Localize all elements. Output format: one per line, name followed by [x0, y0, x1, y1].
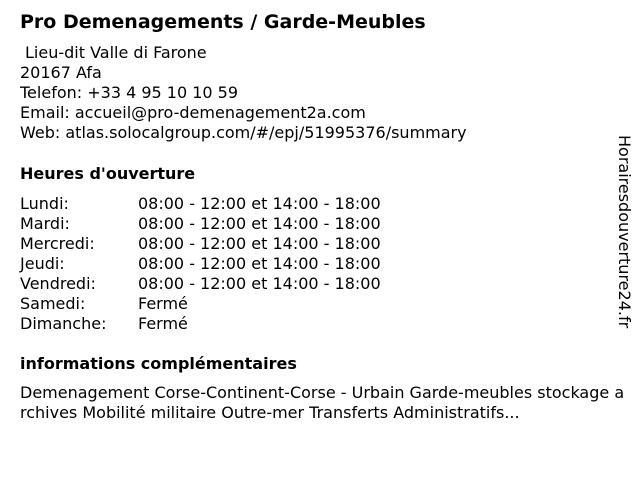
time-value: 08:00 - 12:00 et 14:00 - 18:00	[138, 214, 381, 233]
phone-line: Telefon: +33 4 95 10 10 59	[20, 83, 239, 102]
day-label: Mardi:	[20, 214, 70, 233]
business-title: Pro Demenagements / Garde-Meubles	[20, 11, 426, 33]
time-value: Fermé	[138, 294, 188, 313]
address-block	[20, 43, 467, 143]
time-value: 08:00 - 12:00 et 14:00 - 18:00	[138, 194, 381, 213]
hours-heading: Heures d'ouverture	[20, 164, 196, 183]
day-label: Mercredi:	[20, 234, 95, 253]
time-value: 08:00 - 12:00 et 14:00 - 18:00	[138, 274, 381, 293]
day-label: Samedi:	[20, 294, 86, 313]
web-line: Web: atlas.solocalgroup.com/#/epj/51995376/summary	[20, 123, 467, 142]
day-label: Lundi:	[20, 194, 69, 213]
site-watermark: Horairesdouverture24.fr	[615, 135, 634, 329]
info-description: Demenagement Corse-Continent-Corse - Urbain Garde-meubles stockage archives Mobilité militaire Outre-mer Transferts Administratifs...	[20, 383, 625, 422]
day-label: Vendredi:	[20, 274, 96, 293]
address-street: Lieu-dit Valle di Farone	[25, 43, 207, 62]
time-value: Fermé	[138, 314, 188, 333]
time-value: 08:00 - 12:00 et 14:00 - 18:00	[138, 234, 381, 253]
email-line: Email: accueil@pro-demenagement2a.com	[20, 103, 366, 122]
day-label: Dimanche:	[20, 314, 107, 333]
day-label: Jeudi:	[20, 254, 65, 273]
time-value: 08:00 - 12:00 et 14:00 - 18:00	[138, 254, 381, 273]
info-heading: informations complémentaires	[20, 354, 297, 373]
address-city: 20167 Afa	[20, 63, 102, 82]
